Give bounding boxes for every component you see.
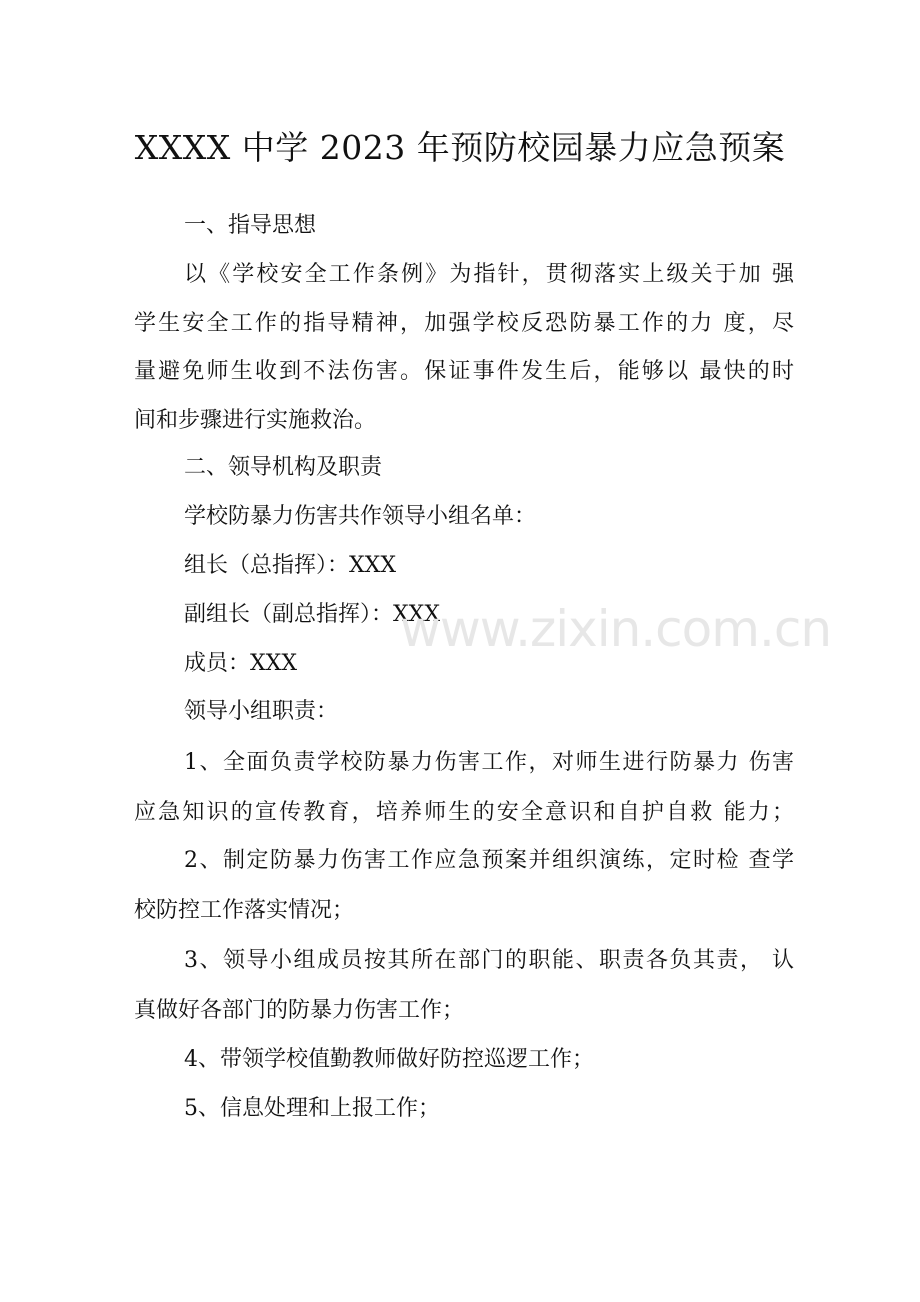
leader-line: 组长（总指挥）：XXX bbox=[184, 553, 396, 578]
duty-item-1-line-2: 应急知识的宣传教育，培养师生的安全意识和自护自救 能力； bbox=[134, 800, 794, 825]
duty-item-5: 5、信息处理和上报工作； bbox=[184, 1096, 440, 1121]
duty-item-2-line-1: 2、制定防暴力伤害工作应急预案并组织演练，定时检 查学 bbox=[184, 848, 794, 873]
section-heading-2: 二、领导机构及职责 bbox=[184, 455, 383, 480]
watermark: www.zixin.com.cn bbox=[400, 600, 832, 658]
duty-item-4: 4、带领学校值勤教师做好防控巡逻工作； bbox=[184, 1047, 594, 1072]
members-line: 成员：XXX bbox=[184, 651, 297, 676]
list-title: 学校防暴力伤害共作领导小组名单： bbox=[184, 504, 537, 529]
paragraph-line: 量避免师生收到不法伤害。保证事件发生后，能够以 最快的时 bbox=[134, 359, 794, 384]
deputy-line: 副组长（副总指挥）：XXX bbox=[184, 602, 440, 627]
paragraph-line: 学生安全工作的指导精神，加强学校反恐防暴工作的力 度，尽 bbox=[134, 311, 794, 336]
duty-item-2-line-2: 校防控工作落实情况； bbox=[134, 898, 355, 923]
duties-title: 领导小组职责： bbox=[184, 699, 339, 724]
document-title: XXXX 中学 2023 年预防校园暴力应急预案 bbox=[134, 128, 786, 167]
paragraph-line: 以《学校安全工作条例》为指针，贯彻落实上级关于加 强 bbox=[184, 262, 794, 287]
duty-item-3-line-1: 3、领导小组成员按其所在部门的职能、职责各负其责， 认 bbox=[184, 948, 794, 973]
duty-item-3-line-2: 真做好各部门的防暴力伤害工作； bbox=[134, 998, 465, 1023]
section-heading-1: 一、指导思想 bbox=[184, 213, 317, 238]
paragraph-line: 间和步骤进行实施救治。 bbox=[134, 408, 377, 433]
duty-item-1-line-1: 1、全面负责学校防暴力伤害工作，对师生进行防暴力 伤害 bbox=[184, 750, 794, 775]
